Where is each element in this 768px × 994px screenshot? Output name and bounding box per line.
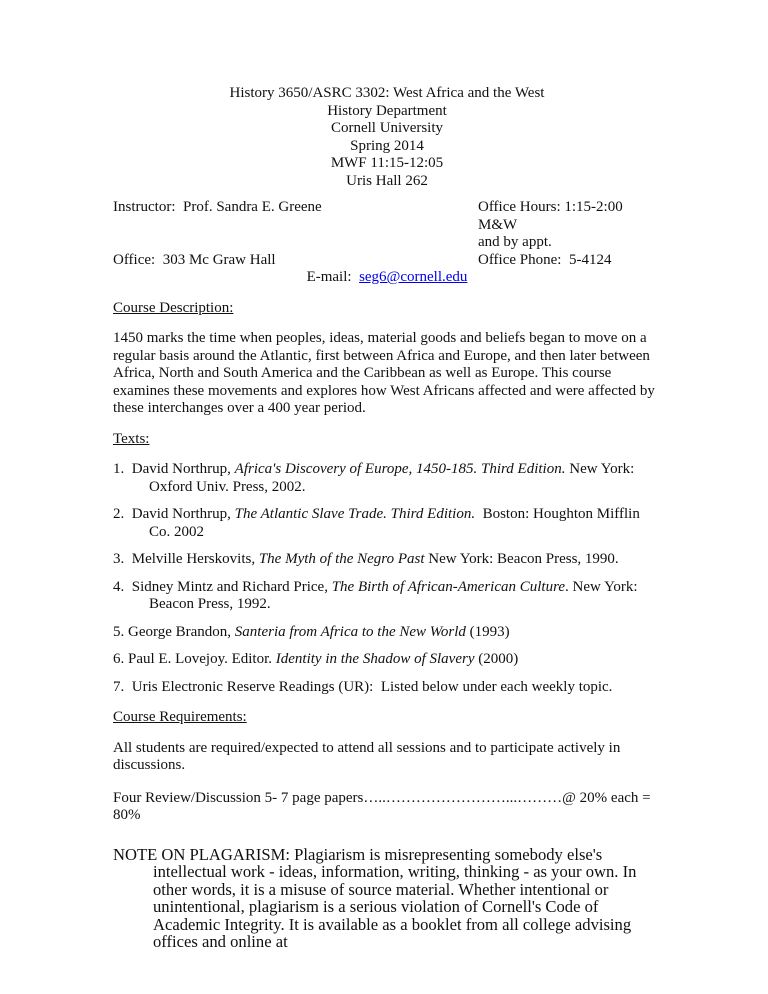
course-requirements-heading: Course Requirements:: [113, 709, 247, 725]
semester-line: Spring 2014: [350, 137, 424, 154]
text-item-7: 7. Uris Electronic Reserve Readings (UR): Listed below under each weekly topic.: [113, 678, 613, 695]
text-item-1: 1. David Northrup, Africa's Discovery of Europe, 1450-185. Third Edition. New York: Oxford Univ. Press, 2002.: [113, 461, 638, 495]
course-title: History 3650/ASRC 3302: West Africa and the West: [229, 85, 545, 101]
course-description-heading: Course Description:: [113, 299, 234, 316]
email-link[interactable]: seg6@cornell.edu: [359, 269, 468, 285]
office-phone-line: Office Phone: 5-4124: [478, 251, 612, 268]
text-item-4: 4. Sidney Mintz and Richard Price, The Birth of African-American Culture. New York: Beacon Press, 1992.: [113, 578, 642, 612]
office-line: Office: 303 Mc Graw Hall: [113, 251, 276, 268]
meeting-time-line: MWF 11:15-12:05: [330, 155, 444, 171]
contact-spacer: [113, 234, 478, 252]
course-description-paragraph: 1450 marks the time when peoples, ideas, material goods and beliefs began to move on a regular basis around the Atlantic, first between Africa and Europe, and then later between Africa, North and South America and the Caribbean as well as Europe. This course examines these movements and explores how West Africans affected and were affected by these interchanges over a 400 year period.: [113, 330, 659, 416]
location-line: Uris Hall 262: [346, 172, 428, 189]
email-row: [113, 269, 661, 287]
department-line: History Department: [327, 102, 447, 119]
document-header: [113, 85, 661, 190]
plagiarism-note-paragraph: NOTE ON PLAGARISM: Plagiarism is misrepresenting somebody else's intellectual work - ideas, information, writing, thinking - as your own. In other words, it is a misuse of source material. Whether intentional or unintentional, plagiarism is a serious violation of Cornell's Code of Academic Integrity. It is available as a booklet from all college advising offices and online at: [113, 844, 641, 951]
text-item-5: 5. George Brandon, Santeria from Africa to the New World (1993): [113, 623, 510, 640]
text-item-3: 3. Melville Herskovits, The Myth of the Negro Past New York: Beacon Press, 1990.: [113, 551, 619, 567]
attendance-line: All students are required/expected to attend all sessions and to participate actively in discussions.: [113, 739, 625, 773]
contact-block: [113, 199, 661, 269]
instructor-line: Instructor: Prof. Sandra E. Greene: [113, 199, 322, 215]
email-label: E-mail:: [306, 269, 360, 285]
office-hours-appt-line: and by appt.: [478, 234, 552, 250]
university-line: Cornell University: [330, 120, 444, 136]
text-item-2: 2. David Northrup, The Atlantic Slave Trade. Third Edition. Boston: Houghton Mifflin Co. 2002: [113, 506, 644, 540]
papers-grading-line: Four Review/Discussion 5- 7 page papers…..……………………...………@ 20% each = 80%: [113, 789, 655, 823]
texts-heading: Texts:: [113, 430, 150, 447]
office-hours-line: Office Hours: 1:15-2:00 M&W: [478, 199, 627, 233]
text-item-6: 6. Paul E. Lovejoy. Editor. Identity in the Shadow of Slavery (2000): [113, 651, 519, 667]
